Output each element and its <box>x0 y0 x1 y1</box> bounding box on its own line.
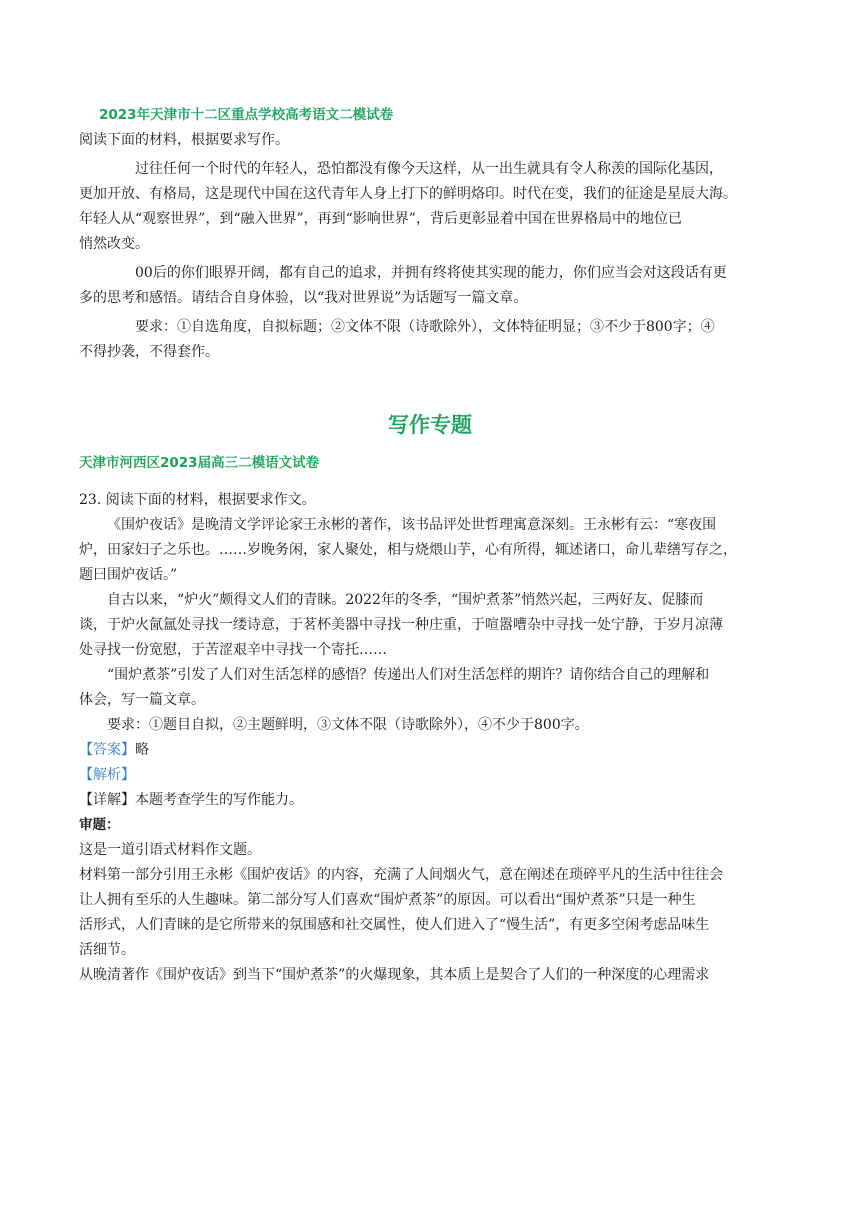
paragraph-line: 炉，田家妇子之乐也。……岁晚务闲，家人聚处，相与烧煨山芋，心有所得，辄述诸口，命儿辈缮写存之， <box>79 542 737 558</box>
detail-line <box>79 788 781 813</box>
requirement-line: 不得抄袭，不得套作。 <box>79 344 219 360</box>
paragraph-line: 00后的你们眼界开阔，都有自己的追求，并拥有终将使其实现的能力，你们应当会对这段话有更 <box>135 265 727 281</box>
paragraph-line: 题曰围炉夜话。” <box>79 567 178 583</box>
document-page <box>79 103 781 988</box>
question-line: 23. 阅读下面的材料，根据要求作文。 <box>79 492 316 508</box>
review-paragraph-line: 活细节。 <box>79 942 135 958</box>
review-paragraph-line: 从晚清著作《围炉夜话》到当下“围炉煮茶”的火爆现象，其本质上是契合了人们的一种深度的心理需求 <box>79 967 710 983</box>
paragraph-line: 过往任何一个时代的年轻人，恐怕都没有像今天这样，从一出生就具有令人称羡的国际化基因， <box>135 161 723 177</box>
review-label: 审题： <box>79 817 120 833</box>
requirement-line: 要求：①题目自拟，②主题鲜明，③文体不限（诗歌除外），④不少于800字。 <box>107 717 589 733</box>
analysis-line <box>79 763 781 788</box>
section-heading: 写作专题 <box>388 413 472 437</box>
paragraph-line: 自古以来，“炉火”颇得文人们的青睐。2022年的冬季，“围炉煮茶”悄然兴起，三两好友、促膝而 <box>107 592 704 608</box>
review-line: 这是一道引语式材料作文题。 <box>79 842 261 858</box>
answer-line <box>79 738 781 763</box>
exam-title-1: 2023年天津市十二区重点学校高考语文二模试卷 <box>99 107 394 123</box>
analysis-label: 【解析】 <box>79 767 135 783</box>
requirement-line: 要求：①自选角度，自拟标题；②文体不限（诗歌除外），文体特征明显；③不少于800字；④ <box>135 319 715 335</box>
answer-value: 略 <box>135 742 149 758</box>
review-paragraph-line: 让人拥有至乐的人生趣味。第二部分写人们喜欢“围炉煮茶”的原因。可以看出“围炉煮茶”只是一种生 <box>79 892 696 908</box>
paragraph-line: “围炉煮茶”引发了人们对生活怎样的感悟？传递出人们对生活怎样的期许？请你结合自己的理解和 <box>107 667 710 683</box>
paragraph-line: 多的思考和感悟。请结合自身体验，以“我对世界说”为话题写一篇文章。 <box>79 290 528 306</box>
instruction-line: 阅读下面的材料，根据要求写作。 <box>79 132 289 148</box>
paragraph-line: 体会，写一篇文章。 <box>79 692 205 708</box>
exam-title-2: 天津市河西区2023届高三二模语文试卷 <box>79 455 320 471</box>
paragraph-line: 更加开放、有格局，这是现代中国在这代青年人身上打下的鲜明烙印。时代在变，我们的征途是星辰大海。 <box>79 186 737 202</box>
detail-value: 本题考查学生的写作能力。 <box>135 792 303 808</box>
paragraph-line: 《围炉夜话》是晚清文学评论家王永彬的著作，该书品评处世哲理寓意深刻。王永彬有云：“寒夜围 <box>107 517 717 533</box>
review-paragraph-line: 材料第一部分引用王永彬《围炉夜话》的内容，充满了人间烟火气，意在阐述在琐碎平凡的生活中往往会 <box>79 867 723 883</box>
paragraph-line: 悄然改变。 <box>79 236 149 252</box>
review-paragraph-line: 活形式，人们青睐的是它所带来的氛围感和社交属性，使人们进入了“慢生活”，有更多空闲考虑品味生 <box>79 917 710 933</box>
detail-label: 【详解】 <box>79 792 135 808</box>
answer-label: 【答案】 <box>79 742 135 758</box>
paragraph-line: 谈，于炉火氤氲处寻找一缕诗意，于茗杯美器中寻找一种庄重，于喧嚣嘈杂中寻找一处宁静，于岁月凉薄 <box>79 617 723 633</box>
paragraph-line: 年轻人从“观察世界”，到“融入世界”，再到“影响世界”，背后更彰显着中国在世界格局中的地位已 <box>79 211 682 227</box>
paragraph-line: 处寻找一份宽慰，于苦涩艰辛中寻找一个寄托…… <box>79 642 387 658</box>
